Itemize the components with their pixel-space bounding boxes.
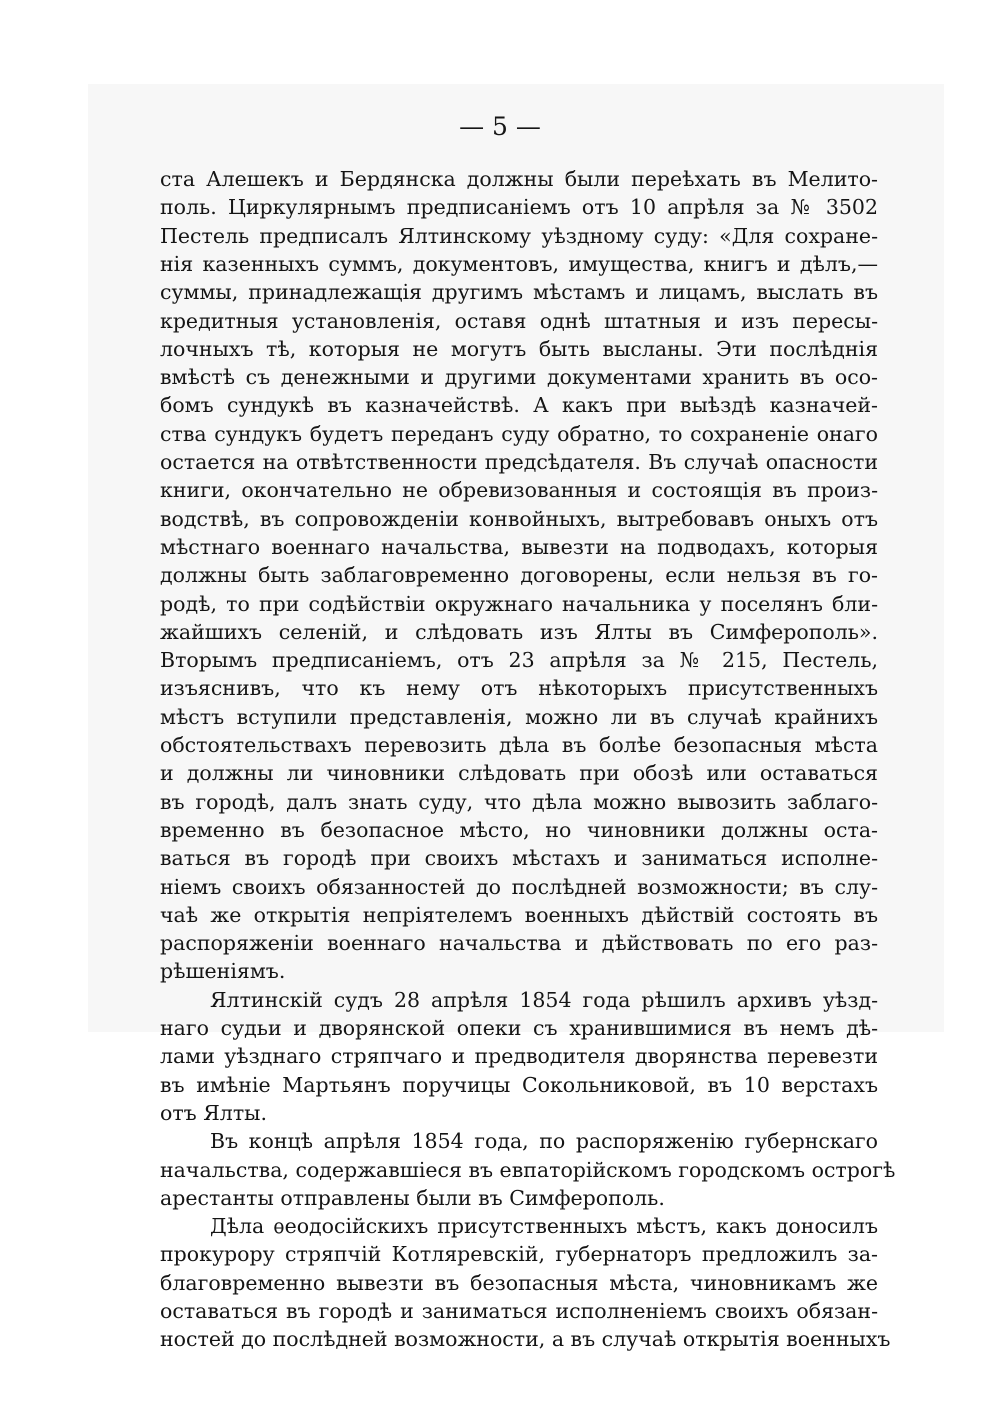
text-line: лочныхъ тѣ, которыя не могутъ быть высланы. Эти послѣднія — [160, 336, 878, 361]
text-line: кредитныя установленія, оставя однѣ штатныя и изъ пересы- — [160, 308, 878, 333]
text-line: изъяснивъ, что къ нему отъ нѣкоторыхъ присутственныхъ — [160, 676, 878, 701]
text-line: должны быть заблаговременно договорены, если нельзя въ го- — [160, 563, 878, 588]
text-line: Въ концѣ апрѣля 1854 года, по распоряженію губернскаго — [210, 1129, 878, 1154]
text-line: начальства, содержавшіеся въ евпаторійскомъ городскомъ острогѣ — [160, 1157, 896, 1182]
text-line: отъ Ялты. — [160, 1100, 267, 1125]
text-line: мѣстъ вступили представленія, можно ли въ случаѣ крайнихъ — [160, 704, 878, 729]
text-line: суммы, принадлежащія другимъ мѣстамъ и лицамъ, выслать въ — [160, 280, 878, 305]
text-line: обстоятельствахъ перевозить дѣла въ болѣе безопасныя мѣста — [160, 733, 878, 757]
text-line: остается на отвѣтственности предсѣдателя. Въ случаѣ опасности — [160, 450, 878, 474]
text-line: водствѣ, въ сопровожденіи конвойныхъ, вытребовавъ оныхъ отъ — [160, 506, 878, 531]
text-line: благовременно вывезти въ безопасныя мѣста, чиновникамъ же — [160, 1270, 878, 1295]
text-line: вмѣстѣ съ денежными и другими документами хранить въ осо- — [160, 365, 878, 390]
text-line: чаѣ же открытія непріятелемъ военныхъ дѣйствій состоять въ — [160, 902, 878, 927]
text-line: Ялтинскій судъ 28 апрѣля 1854 года рѣшилъ архивъ уѣзд- — [210, 987, 878, 1012]
text-line: распоряженіи военнаго начальства и дѣйствовать по его раз- — [160, 931, 878, 956]
text-line: ваться въ городѣ при своихъ мѣстахъ и заниматься исполне- — [160, 846, 878, 871]
text-line: въ имѣніе Мартьянъ поручицы Сокольниковой, въ 10 верстахъ — [160, 1072, 878, 1097]
text-line: Пестель предписалъ Ялтинскому уѣздному суду: «Для сохране- — [160, 223, 878, 248]
text-line: ста Алешекъ и Бердянска должны были переѣхать въ Мелито- — [160, 167, 878, 191]
page-number: — 5 — — [459, 112, 541, 141]
text-line: временно въ безопасное мѣсто, но чиновники должны оста- — [160, 817, 878, 842]
text-line: нія казенныхъ суммъ, документовъ, имущества, книгъ и дѣлъ,— — [160, 251, 878, 276]
text-line: мѣстнаго военнаго начальства, вывезти на подводахъ, которыя — [160, 534, 878, 559]
text-line: бомъ сундукѣ въ казначействѣ. А какъ при выѣздѣ казначей- — [160, 393, 878, 418]
text-line: поль. Циркулярнымъ предписаніемъ отъ 10 апрѣля за № 3502 — [160, 195, 878, 220]
text-line: оставаться въ городѣ и заниматься исполненіемъ своихъ обязан- — [160, 1299, 878, 1323]
text-line: лами уѣзднаго стряпчаго и предводителя дворянства перевезти — [160, 1044, 878, 1069]
text-line: Дѣла ѳеодосійскихъ присутственныхъ мѣстъ, какъ доносилъ — [210, 1214, 878, 1239]
text-line: ства сундукъ будетъ переданъ суду обратно, то сохраненіе онаго — [160, 421, 878, 446]
text-line: ніемъ своихъ обязанностей до послѣдней возможности; въ слу- — [160, 874, 878, 899]
text-line: родѣ, то при содѣйствіи окружнаго начальника у поселянъ бли- — [160, 591, 878, 616]
text-line: наго судьи и дворянской опеки съ хранившимися въ немъ дѣ- — [160, 1016, 878, 1040]
text-line: арестанты отправлены были въ Симферополь. — [160, 1185, 665, 1210]
text-line: книги, окончательно не обревизованныя и состоящія въ произ- — [160, 478, 878, 503]
text-line: рѣшеніямъ. — [160, 959, 286, 984]
text-line: жайшихъ селеній, и слѣдовать изъ Ялты въ Симферополь». — [160, 619, 878, 644]
text-line: въ городѣ, далъ знать суду, что дѣла можно вывозить заблаго- — [160, 789, 878, 814]
text-line: и должны ли чиновники слѣдовать при обозѣ или оставаться — [160, 761, 878, 786]
text-line: Вторымъ предписаніемъ, отъ 23 апрѣля за № 215, Пестель, — [160, 648, 878, 673]
text-line: прокурору стряпчій Котляревскій, губернаторъ предложилъ за- — [160, 1242, 878, 1267]
text-line: ностей до послѣдней возможности, а въ случаѣ открытія военныхъ — [160, 1327, 891, 1352]
